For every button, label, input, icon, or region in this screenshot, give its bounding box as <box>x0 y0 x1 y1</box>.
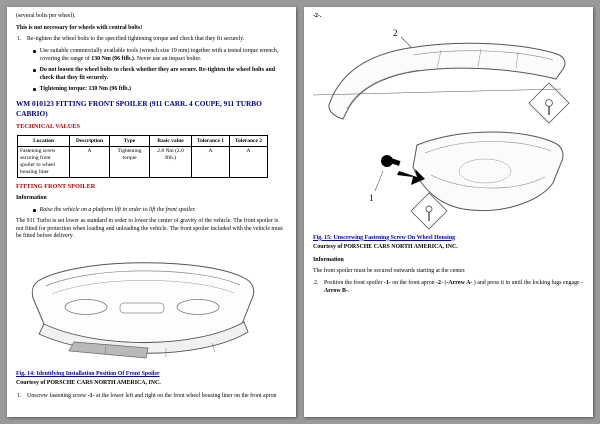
technical-values-table <box>17 135 268 178</box>
cell-tolerance-1: A <box>192 146 230 178</box>
wm-section-heading: WM 010123 FITTING FRONT SPOILER (911 CARR. 4 COUPE, 911 TURBO CABRIO) <box>16 99 262 118</box>
item-marker-2: -2- <box>436 279 443 286</box>
col-tolerance-2: Tolerance 2 <box>230 136 268 147</box>
fig14-courtesy: Courtesy of PORSCHE CARS NORTH AMERICA, INC. <box>16 380 161 387</box>
table-row <box>18 146 268 178</box>
step-text-part: at the lower left and right on the front wheel housing liner on the front apron <box>94 392 277 399</box>
bullet-text-part: . Never use an impact bolter. <box>133 55 202 62</box>
col-type: Type <box>110 136 150 147</box>
cell-type: Tightening torque <box>110 146 150 178</box>
bullet-do-not-loosen <box>33 67 287 82</box>
step-text <box>324 280 584 295</box>
arrow-b-marker: -Arrow B- <box>324 279 584 294</box>
step-text: Re-tighten the wheel bolts to the specified tightening torque and check that they fit securely. <box>27 36 245 43</box>
arrow-a-marker: -Arrow A- <box>446 279 473 286</box>
information-label: Information <box>16 195 47 202</box>
central-bolts-note: This is not necessary for wheels with central bolts! <box>16 24 143 31</box>
wheel-housing-figure <box>313 25 584 233</box>
step-text-part: ) and press it in until the locking lugs engage <box>472 279 582 286</box>
front-spoiler-figure <box>16 245 287 369</box>
col-description: Description <box>70 136 110 147</box>
step-unscrew <box>17 393 287 401</box>
bullet-tightening-torque <box>33 86 287 94</box>
step-text-part: Position the front spoiler <box>324 279 384 286</box>
torque-value: 130 Nm (96 ftlb.) <box>91 55 134 62</box>
bullet-icon <box>33 209 36 212</box>
bullet-text: Tightening torque: 130 Nm (96 ftlb.) <box>39 85 132 92</box>
bullet-icon <box>33 69 36 72</box>
step-text-part: Unscrew fastening screw <box>27 392 88 399</box>
bullet-text-part: Use suitable commercially available tools (wrench size 19 mm) together with a tested torque wrench, covering the range of <box>39 48 279 62</box>
fig15-caption-link[interactable]: Fig. 15: Unscrewing Fastening Screw On Wheel Housing <box>313 234 456 241</box>
technical-values-heading: TECHNICAL VALUES <box>16 123 80 131</box>
manual-page-left <box>7 7 296 417</box>
step-position-spoiler <box>314 280 584 295</box>
bullet-text: Raise the vehicle on a platform lift in order to lift the front spoiler. <box>39 206 196 213</box>
step-text <box>27 393 276 401</box>
step-text-part: ( <box>442 279 447 286</box>
bullet-text <box>40 48 287 63</box>
front-spoiler-illustration <box>16 245 268 369</box>
col-tolerance-1: Tolerance 1 <box>192 136 230 147</box>
bullet-raise-vehicle <box>33 207 287 215</box>
continuation-text: (several bolts per wheel). <box>16 13 76 19</box>
step-number: 1. <box>17 36 22 43</box>
callout-label-2: 2 <box>393 27 398 38</box>
info-text: The front spoiler must be secured outwards starting at the center. <box>313 268 466 275</box>
manual-page-right <box>304 7 593 417</box>
step-number: 1. <box>17 392 22 399</box>
col-location: Location <box>18 136 70 147</box>
table-header-row <box>18 136 268 147</box>
step-text-part: . <box>347 287 350 294</box>
step-text-part: on the front apron <box>390 279 437 286</box>
cell-tolerance-2: A <box>230 146 268 178</box>
cell-location: Fastening screw securing front spoiler to wheel housing liner <box>18 146 70 178</box>
col-basic-value: Basic value <box>150 136 192 147</box>
cell-basic-value: 2.8 Nm (2.0 ftlb.) <box>150 146 192 178</box>
item-marker-1: -1- <box>383 279 391 286</box>
bullet-tools <box>33 48 287 63</box>
item-marker-1: -1- <box>87 392 95 399</box>
bullet-icon <box>33 50 36 53</box>
bullet-icon <box>33 88 36 91</box>
step-number: 2. <box>314 279 319 286</box>
callout-label-1: 1 <box>369 192 374 203</box>
cell-description: A <box>70 146 110 178</box>
bullet-text: Do not loosen the wheel bolts to check whether they are secure. Re-tighten the wheel bolts and check that they fit securely. <box>39 66 276 81</box>
wheel-housing-illustration <box>313 25 581 233</box>
fitting-front-spoiler-heading: FITTING FRONT SPOILER <box>16 183 96 191</box>
fig14-caption-link[interactable]: Fig. 14: Identifying Installation Position Of Front Spoiler <box>16 370 160 377</box>
continuation-marker: -2-. <box>313 13 322 19</box>
fig15-courtesy: Courtesy of PORSCHE CARS NORTH AMERICA, INC. <box>313 243 458 250</box>
step-retighten <box>17 36 287 44</box>
information-label: Information <box>313 256 344 263</box>
turbo-paragraph: The 911 Turbo is set lower as standard in order to lower the center of gravity of the vehicle. The front spoiler is not fitted for protection when loading and unloading the vehicle. The front spoiler included with the vehicle must be fitted before delivery. <box>16 217 283 240</box>
